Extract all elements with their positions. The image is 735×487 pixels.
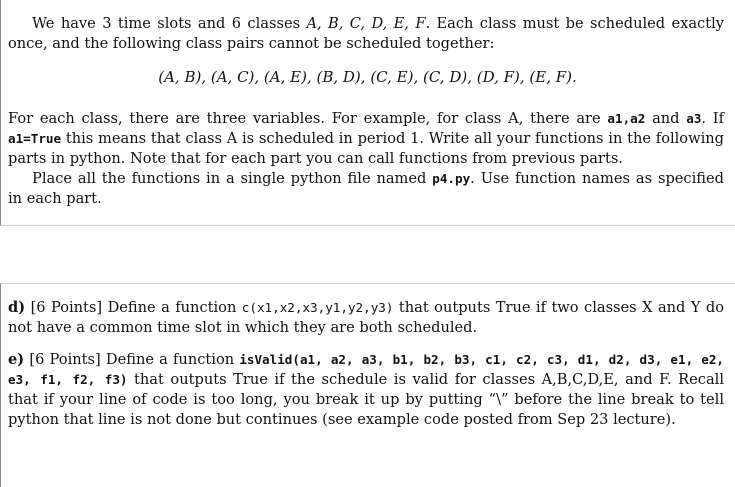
file-name: p4.py [432, 171, 471, 186]
var-a3: a3 [686, 111, 702, 126]
part-d-label: d) [8, 299, 26, 316]
var-comma: , [622, 111, 631, 126]
variables-text-4: . If [701, 110, 724, 127]
placement-text-2: . Use function names as specified in each part. [8, 170, 724, 207]
var-a2: a2 [630, 111, 646, 126]
placement-paragraph [8, 169, 724, 209]
part-e-text-2: that outputs True if the schedule is valid for classes A,B,C,D,E, and F. Recall that if your line of code is too long, you break it up by putting “\” before the line break to tell python that line is not done but continues (see example code posted from Sep 23 lecture). [8, 371, 724, 428]
pairs-equation: (A, B), (A, C), (A, E), (B, D), (C, E), (C, D), (D, F), (E, F). [158, 68, 577, 86]
variables-paragraph [8, 109, 724, 169]
variables-text-5: this means that class A is scheduled in period 1. Write all your functions in the following parts in python. Note that for each part you can call functions from previous parts. [8, 130, 724, 167]
part-d-text-2: that outputs True if two classes X and Y do not have a common time slot in which they are both scheduled. [8, 299, 725, 336]
var-a1: a1 [607, 111, 623, 126]
part-d-code: c(x1,x2,x3,y1,y2,y3) [241, 300, 394, 315]
intro-paragraph [8, 14, 724, 54]
intro-text-b: . Each class must be scheduled exactly once, and the following class pairs cannot be scheduled together: [8, 15, 725, 52]
placement-text-1: Place all the functions in a single python file named [32, 170, 433, 187]
variables-text-1: For each class, there are three variables. For example, for class A, there are [8, 110, 608, 127]
classes-math: A, B, C, D, E, F [306, 15, 426, 32]
part-d-text-1: Define a function [102, 299, 242, 316]
var-a1-true: a1=True [8, 131, 62, 146]
part-d-points: [6 Points] [30, 299, 103, 316]
part-e-text-1: Define a function [100, 351, 240, 368]
variables-text-3: and [645, 110, 687, 127]
intro-text-a: We have 3 time slots and 6 classes [32, 15, 307, 32]
part-e-label: e) [8, 351, 25, 368]
part-e-code: isValid(a1, a2, a3, b1, b2, b3, c1, c2, c3, d1, d2, d3, e1, e2, e3, f1, f2, f3) [8, 352, 725, 387]
part-e-paragraph [8, 350, 724, 430]
part-e-points: [6 Points] [29, 351, 101, 368]
part-d-paragraph [8, 298, 724, 338]
